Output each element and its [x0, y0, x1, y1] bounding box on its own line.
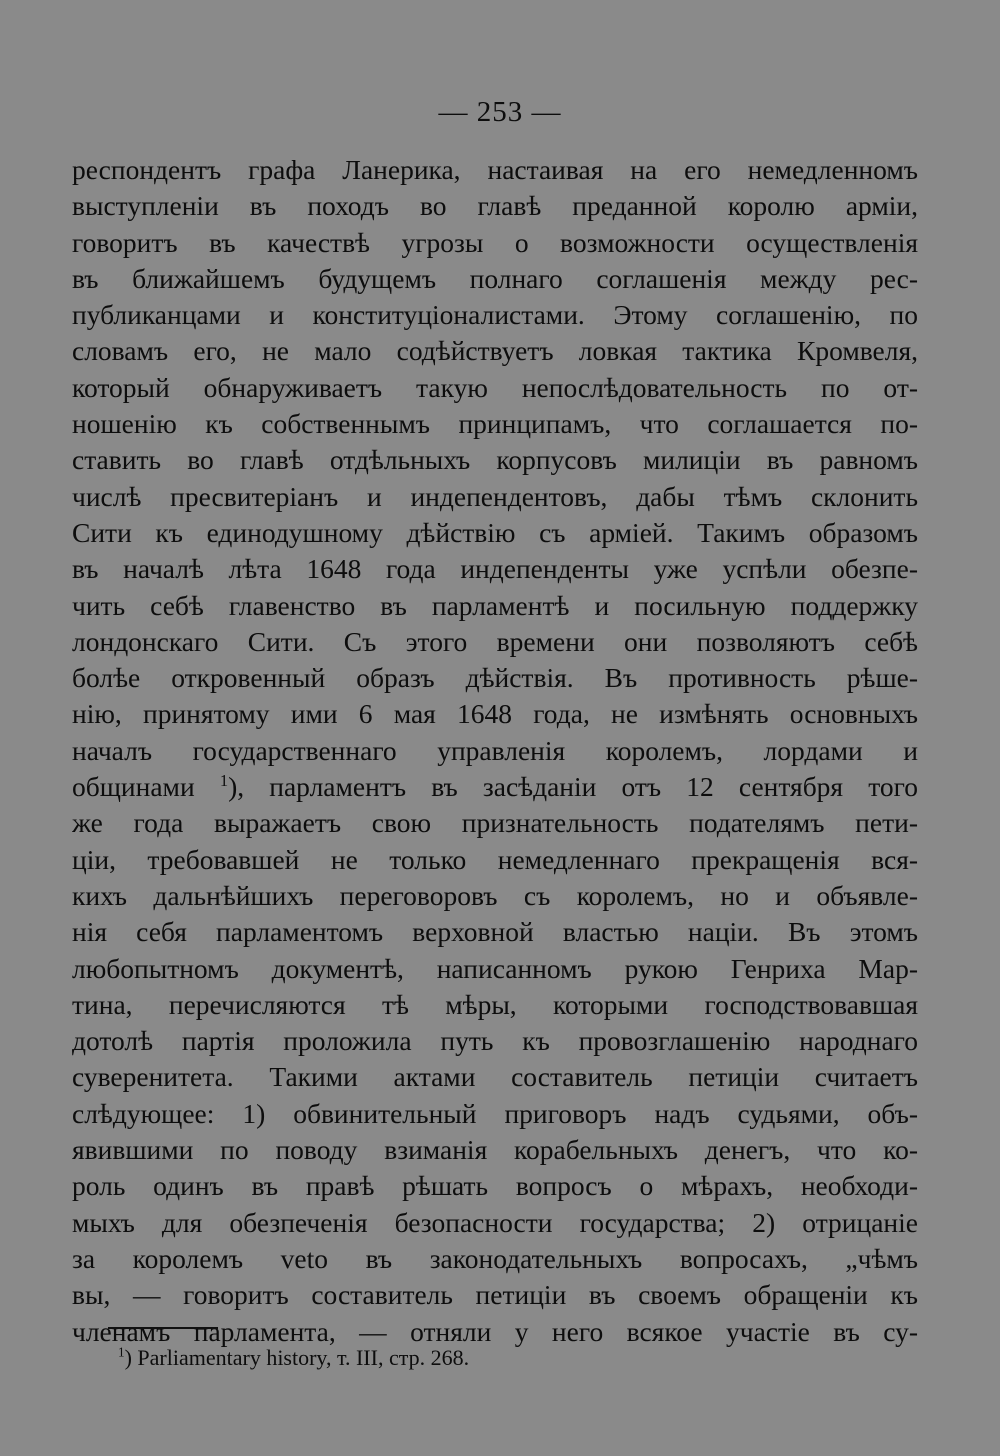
text-line: лондонскаго Сити. Съ этого времени они позволяютъ себѣ [72, 625, 918, 657]
text-line: числѣ пресвитеріанъ и индепендентовъ, дабы тѣмъ склонить [72, 480, 918, 512]
text-line: чить себѣ главенство въ парламентѣ и посильную поддержку [72, 589, 918, 621]
text-line: говоритъ въ качествѣ угрозы о возможности осуществленія [72, 226, 918, 258]
text-line-with-note [72, 769, 918, 805]
text-line: слѣдующее: 1) обвинительный приговоръ надъ судьями, объ- [72, 1097, 918, 1129]
text-line: публиканцами и конституціоналистами. Этому соглашенію, по [72, 299, 918, 331]
text-line: Сити къ единодушному дѣйствію съ арміей. Такимъ образомъ [72, 516, 918, 548]
text-line: кихъ дальнѣйшихъ переговоровъ съ королемъ, но и объявле- [72, 879, 918, 911]
text-line: мыхъ для обезпеченія безопасности государства; 2) отрицаніе [72, 1206, 918, 1238]
text-line: словамъ его, не мало содѣйствуетъ ловкая тактика Кромвеля, [72, 335, 918, 367]
body-text [72, 152, 918, 1350]
text-line: за королемъ veto въ законодательныхъ вопросахъ, „чѣмъ [72, 1242, 918, 1274]
text-line: въ началѣ лѣта 1648 года индепенденты уже успѣли обезпе- [72, 553, 918, 585]
text-line: же года выражаетъ свою признательность подателямъ пети- [72, 807, 918, 839]
text-line: ставить во главѣ отдѣльныхъ корпусовъ милиціи въ равномъ [72, 444, 918, 476]
text-line: ціи, требовавшей не только немедленнаго прекращенія вся- [72, 843, 918, 875]
text-line: который обнаруживаетъ такую непослѣдовательность по от- [72, 371, 918, 403]
text-line: суверенитета. Такими актами составитель петиціи считаетъ [72, 1061, 918, 1093]
text-line: нія себя парламентомъ верховной властью націи. Въ этомъ [72, 916, 918, 948]
text-line: ношенію къ собственнымъ принципамъ, что соглашается по- [72, 408, 918, 440]
text-segment: ), парламентъ въ засѣданіи отъ 12 сентября того [228, 771, 918, 803]
text-line: выступленіи въ походъ во главѣ преданной королю арміи, [72, 190, 918, 222]
footnote-text: ) Parliamentary history, т. III, стр. 268. [124, 1345, 470, 1370]
text-line: роль одинъ въ правѣ рѣшать вопросъ о мѣрахъ, необходи- [72, 1170, 918, 1202]
text-line: респондентъ графа Ланерика, настаивая на его немедленномъ [72, 154, 918, 185]
text-line: болѣе откровенный образъ дѣйствія. Въ противность рѣше- [72, 662, 918, 694]
text-line: началъ государственнаго управленія королемъ, лордами и [72, 734, 918, 766]
text-line: въ ближайшемъ будущемъ полнаго соглашенія между рес- [72, 262, 918, 294]
footnote [118, 1343, 469, 1373]
text-segment: общинами [72, 771, 220, 803]
text-line: тина, перечисляются тѣ мѣры, которыми господствовавшая [72, 988, 918, 1020]
text-line: дотолѣ партія проложила путь къ провозглашенію народнаго [72, 1025, 918, 1057]
page-number: — 253 — [438, 96, 562, 128]
text-line: явившими по поводу взиманія корабельныхъ денегъ, что ко- [72, 1134, 918, 1166]
text-line: членамъ парламента, — отняли у него всякое участіе въ су- [72, 1315, 918, 1347]
footnote-marker: 1 [118, 1344, 125, 1360]
footnote-reference[interactable]: 1 [219, 770, 229, 790]
footnote-divider [108, 1327, 218, 1329]
text-line: вы, — говоритъ составитель петиціи въ своемъ обращеніи къ [72, 1279, 918, 1311]
text-line: нію, принятому ими 6 мая 1648 года, не измѣнять основныхъ [72, 698, 918, 730]
text-line: любопытномъ документѣ, написанномъ рукою Генриха Мар- [72, 952, 918, 984]
